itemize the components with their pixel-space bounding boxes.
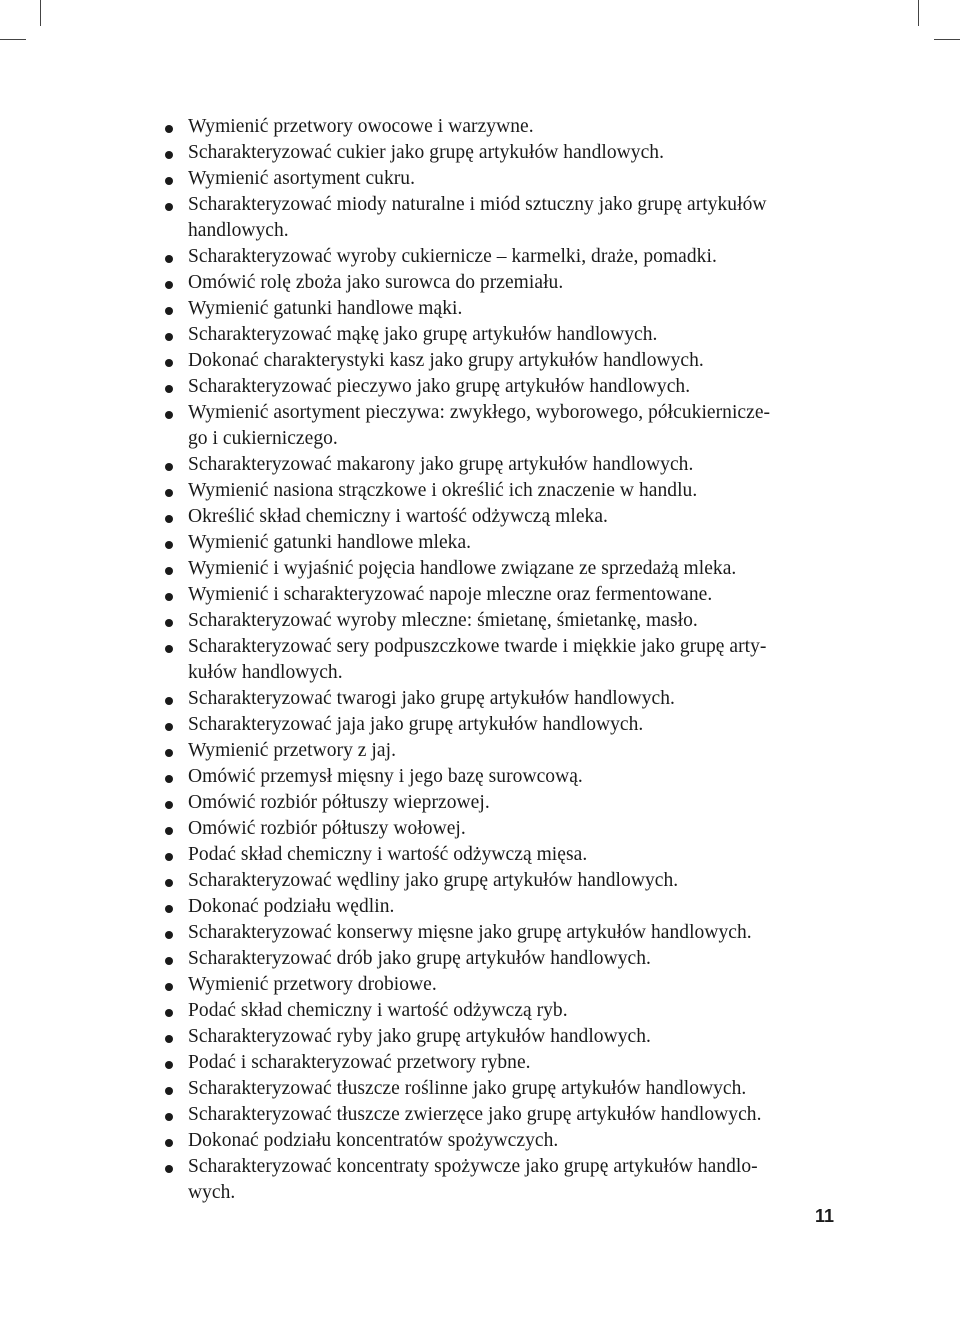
bullet-icon [165, 697, 173, 705]
list-item-text: Wymienić przetwory z jaj. [188, 740, 396, 761]
list-item-text: Wymienić gatunki handlowe mąki. [188, 298, 463, 319]
list-item-text: Wymienić i wyjaśnić pojęcia handlowe związane ze sprzedażą mleka. [188, 558, 737, 579]
list-item-text: Dokonać podziału koncentratów spożywczych. [188, 1130, 559, 1151]
list-item [162, 712, 842, 738]
bullet-icon [165, 177, 173, 185]
list-item-text: Wymienić przetwory drobiowe. [188, 974, 437, 995]
bullet-icon [165, 645, 173, 653]
bullet-icon [165, 905, 173, 913]
bullet-icon [165, 281, 173, 289]
list-item-text: Wymienić przetwory owocowe i warzywne. [188, 116, 534, 137]
list-item-text: Scharakteryzować tłuszcze roślinne jako grupę artykułów handlowych. [188, 1078, 747, 1099]
bullet-icon [165, 411, 173, 419]
list-item [162, 1076, 842, 1102]
list-item [162, 842, 842, 868]
list-item [162, 1024, 842, 1050]
list-item-text: Scharakteryzować koncentraty spożywcze jako grupę artykułów handlo- [188, 1156, 758, 1177]
list-item-text: Podać skład chemiczny i wartość odżywczą mięsa. [188, 844, 588, 865]
bullet-icon [165, 307, 173, 315]
list-item-text: Wymienić gatunki handlowe mleka. [188, 532, 472, 553]
list-item-text: Wymienić asortyment cukru. [188, 168, 416, 189]
list-item-text: Omówić rozbiór półtuszy wołowej. [188, 818, 466, 839]
list-item [162, 114, 842, 140]
list-item-text: Wymienić i scharakteryzować napoje mleczne oraz fermentowane. [188, 584, 713, 605]
bullet-icon [165, 1009, 173, 1017]
list-item [162, 790, 842, 816]
bullet-icon [165, 957, 173, 965]
bullet-icon [165, 853, 173, 861]
list-item-text: Scharakteryzować jaja jako grupę artykułów handlowych. [188, 714, 644, 735]
list-item [162, 322, 842, 348]
bullet-icon [165, 489, 173, 497]
bullet-icon [165, 151, 173, 159]
list-item [162, 296, 842, 322]
bullet-icon [165, 463, 173, 471]
list-item [162, 634, 842, 686]
list-item-text: Scharakteryzować sery podpuszczkowe twarde i miękkie jako grupę arty- [188, 636, 767, 657]
list-item [162, 608, 842, 634]
list-item-text: Wymienić nasiona strączkowe i określić ich znaczenie w handlu. [188, 480, 698, 501]
list-item [162, 868, 842, 894]
list-item [162, 582, 842, 608]
list-item-text: Scharakteryzować konserwy mięsne jako grupę artykułów handlowych. [188, 922, 752, 943]
bullet-icon [165, 983, 173, 991]
bullet-icon [165, 723, 173, 731]
list-item-text: Omówić rozbiór półtuszy wieprzowej. [188, 792, 490, 813]
list-item [162, 1102, 842, 1128]
bullet-icon [165, 801, 173, 809]
bullet-icon [165, 619, 173, 627]
crop-mark-top-left [40, 0, 41, 26]
list-item-text: Scharakteryzować wędliny jako grupę artykułów handlowych. [188, 870, 679, 891]
bullet-icon [165, 1165, 173, 1173]
list-item-text: Scharakteryzować mąkę jako grupę artykułów handlowych. [188, 324, 658, 345]
list-item [162, 920, 842, 946]
list-item [162, 374, 842, 400]
list-item [162, 140, 842, 166]
list-item [162, 166, 842, 192]
bullet-icon [165, 1113, 173, 1121]
list-item [162, 894, 842, 920]
bullet-icon [165, 255, 173, 263]
bullet-icon [165, 385, 173, 393]
bullet-icon [165, 1087, 173, 1095]
list-item [162, 1154, 842, 1206]
page-number: 11 [814, 1206, 834, 1226]
page-content [162, 114, 842, 1206]
list-item-text: Scharakteryzować cukier jako grupę artykułów handlowych. [188, 142, 665, 163]
list-item-text: Podać skład chemiczny i wartość odżywczą ryb. [188, 1000, 568, 1021]
bullet-icon [165, 203, 173, 211]
list-item-text: Scharakteryzować wyroby mleczne: śmietanę, śmietankę, masło. [188, 610, 698, 631]
bullet-icon [165, 1061, 173, 1069]
list-item-text: Scharakteryzować tłuszcze zwierzęce jako grupę artykułów handlowych. [188, 1104, 762, 1125]
bullet-icon [165, 1035, 173, 1043]
list-item [162, 686, 842, 712]
list-item-text: handlowych. [188, 220, 289, 241]
list-item-text: Scharakteryzować twarogi jako grupę artykułów handlowych. [188, 688, 675, 709]
bullet-icon [165, 359, 173, 367]
crop-mark-right-top [934, 39, 960, 40]
bullet-icon [165, 333, 173, 341]
bullet-list [162, 114, 842, 1206]
bullet-icon [165, 567, 173, 575]
list-item [162, 348, 842, 374]
list-item-text: go i cukierniczego. [188, 428, 338, 449]
list-item-text: Scharakteryzować wyroby cukiernicze – karmelki, draże, pomadki. [188, 246, 717, 267]
bullet-icon [165, 749, 173, 757]
list-item-text: Scharakteryzować makarony jako grupę artykułów handlowych. [188, 454, 694, 475]
list-item-text: Określić skład chemiczny i wartość odżywczą mleka. [188, 506, 608, 527]
list-item [162, 764, 842, 790]
list-item [162, 556, 842, 582]
list-item-text: Omówić przemysł mięsny i jego bazę surowcową. [188, 766, 583, 787]
list-item-text: Omówić rolę zboża jako surowca do przemiału. [188, 272, 564, 293]
list-item [162, 972, 842, 998]
list-item [162, 1050, 842, 1076]
list-item [162, 452, 842, 478]
list-item [162, 998, 842, 1024]
bullet-icon [165, 541, 173, 549]
list-item [162, 270, 842, 296]
list-item-text: Scharakteryzować ryby jako grupę artykułów handlowych. [188, 1026, 651, 1047]
bullet-icon [165, 827, 173, 835]
list-item-text: Scharakteryzować drób jako grupę artykułów handlowych. [188, 948, 651, 969]
list-item-text: kułów handlowych. [188, 662, 343, 683]
list-item [162, 816, 842, 842]
crop-mark-left-top [0, 39, 26, 40]
list-item [162, 504, 842, 530]
list-item [162, 192, 842, 244]
list-item-text: Scharakteryzować miody naturalne i miód sztuczny jako grupę artykułów [188, 194, 767, 215]
list-item [162, 946, 842, 972]
bullet-icon [165, 1139, 173, 1147]
bullet-icon [165, 515, 173, 523]
bullet-icon [165, 125, 173, 133]
bullet-icon [165, 931, 173, 939]
list-item [162, 1128, 842, 1154]
list-item [162, 478, 842, 504]
list-item-text: wych. [188, 1182, 236, 1203]
list-item-text: Scharakteryzować pieczywo jako grupę artykułów handlowych. [188, 376, 691, 397]
list-item-text: Dokonać charakterystyki kasz jako grupy artykułów handlowych. [188, 350, 704, 371]
list-item [162, 530, 842, 556]
list-item-text: Wymienić asortyment pieczywa: zwykłego, wyborowego, półcukiernicze- [188, 402, 771, 423]
list-item-text: Podać i scharakteryzować przetwory rybne. [188, 1052, 531, 1073]
bullet-icon [165, 593, 173, 601]
crop-mark-top-right [918, 0, 919, 26]
list-item-text: Dokonać podziału wędlin. [188, 896, 395, 917]
list-item [162, 400, 842, 452]
bullet-icon [165, 879, 173, 887]
bullet-icon [165, 775, 173, 783]
list-item [162, 738, 842, 764]
list-item [162, 244, 842, 270]
